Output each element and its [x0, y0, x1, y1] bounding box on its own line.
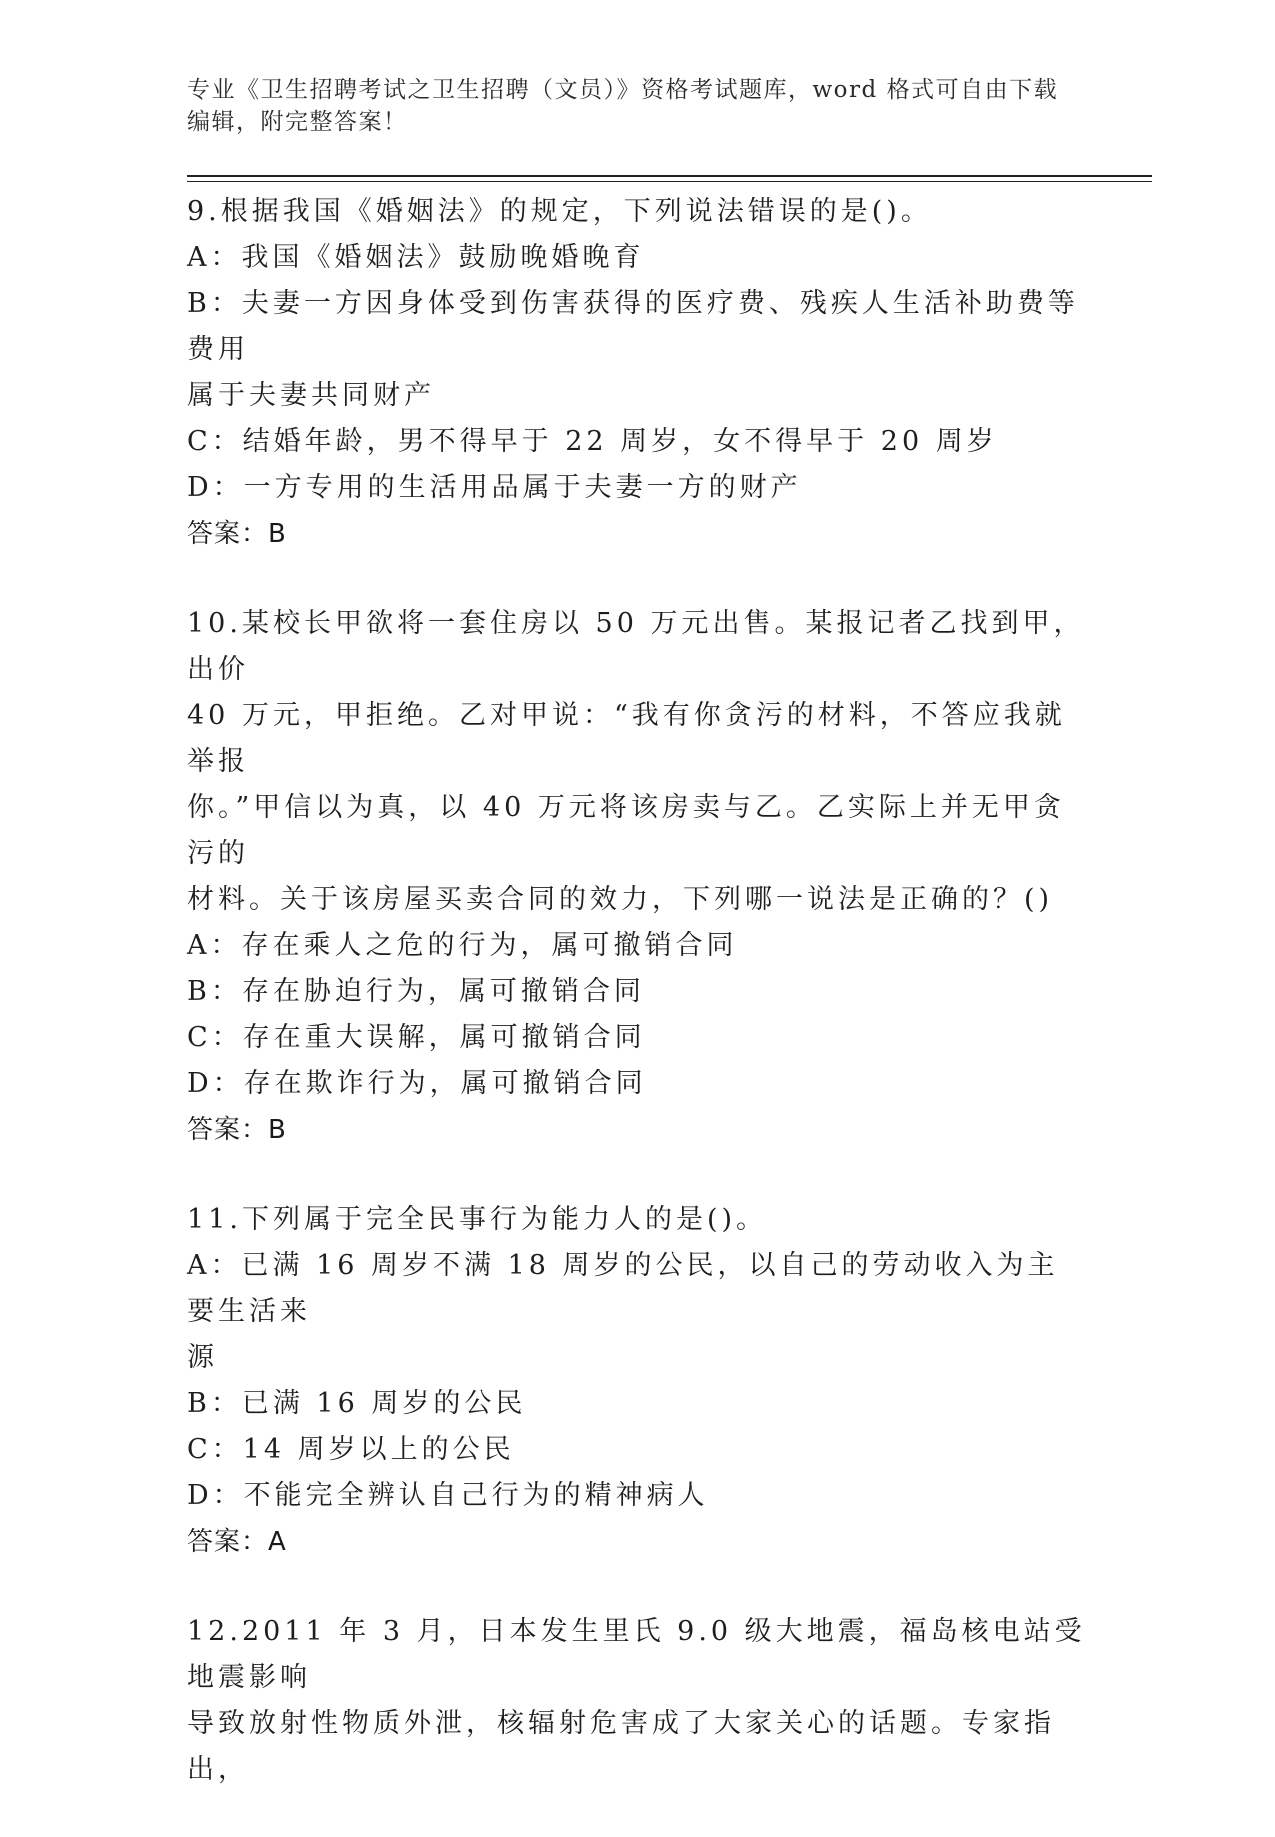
option-a-continued: 源 [187, 1342, 218, 1373]
question-stem: 9.根据我国《婚姻法》的规定，下列说法错误的是()。 [187, 196, 932, 227]
header-line-1: 专业《卫生招聘考试之卫生招聘（文员）》资格考试题库，word 格式可自由下载 [187, 77, 1059, 103]
option-c: C：存在重大误解，属可撤销合同 [187, 1022, 646, 1053]
answer-label: 答案：B [187, 1115, 287, 1145]
question-11 [187, 1197, 1087, 1565]
question-stem-continued: 导致放射性物质外泄，核辐射危害成了大家关心的话题。专家指出， [187, 1708, 1055, 1785]
option-a: A：已满 16 周岁不满 18 周岁的公民，以自己的劳动收入为主要生活来 [187, 1250, 1059, 1327]
question-12 [187, 1609, 1087, 1793]
question-stem-continued: 你。”甲信以为真，以 40 万元将该房卖与乙。乙实际上并无甲贪污的 [187, 792, 1065, 869]
question-9 [187, 189, 1087, 557]
option-d: D：不能完全辨认自己行为的精神病人 [187, 1480, 709, 1511]
document-header [187, 74, 1077, 138]
question-10 [187, 601, 1087, 1153]
option-b: B：已满 16 周岁的公民 [187, 1388, 527, 1419]
option-a: A：存在乘人之危的行为，属可撤销合同 [187, 930, 738, 961]
option-c: C：14 周岁以上的公民 [187, 1434, 515, 1465]
answer-label: 答案：A [187, 1527, 287, 1557]
option-d: D：存在欺诈行为，属可撤销合同 [187, 1068, 647, 1099]
option-c: C：结婚年龄，男不得早于 22 周岁，女不得早于 20 周岁 [187, 426, 998, 457]
option-b-continued: 属于夫妻共同财产 [187, 380, 435, 411]
question-stem: 12.2011 年 3 月，日本发生里氏 9.0 级大地震，福岛核电站受地震影响 [187, 1616, 1086, 1693]
option-d: D：一方专用的生活用品属于夫妻一方的财产 [187, 472, 802, 503]
option-b: B：存在胁迫行为，属可撤销合同 [187, 976, 645, 1007]
question-stem: 11.下列属于完全民事行为能力人的是()。 [187, 1204, 768, 1235]
question-list [187, 189, 1087, 1837]
header-divider-thick [187, 175, 1152, 177]
answer-label: 答案：B [187, 519, 287, 549]
header-line-2: 编辑，附完整答案！ [187, 109, 408, 135]
question-stem-continued: 材料。关于该房屋买卖合同的效力，下列哪一说法是正确的？() [187, 884, 1054, 915]
question-stem-continued: 40 万元，甲拒绝。乙对甲说：“我有你贪污的材料，不答应我就举报 [187, 700, 1066, 777]
question-stem: 10.某校长甲欲将一套住房以 50 万元出售。某报记者乙找到甲，出价 [187, 608, 1085, 685]
option-a: A：我国《婚姻法》鼓励晚婚晚育 [187, 242, 645, 273]
header-divider-thin [187, 181, 1152, 182]
option-b: B：夫妻一方因身体受到伤害获得的医疗费、残疾人生活补助费等费用 [187, 288, 1079, 365]
